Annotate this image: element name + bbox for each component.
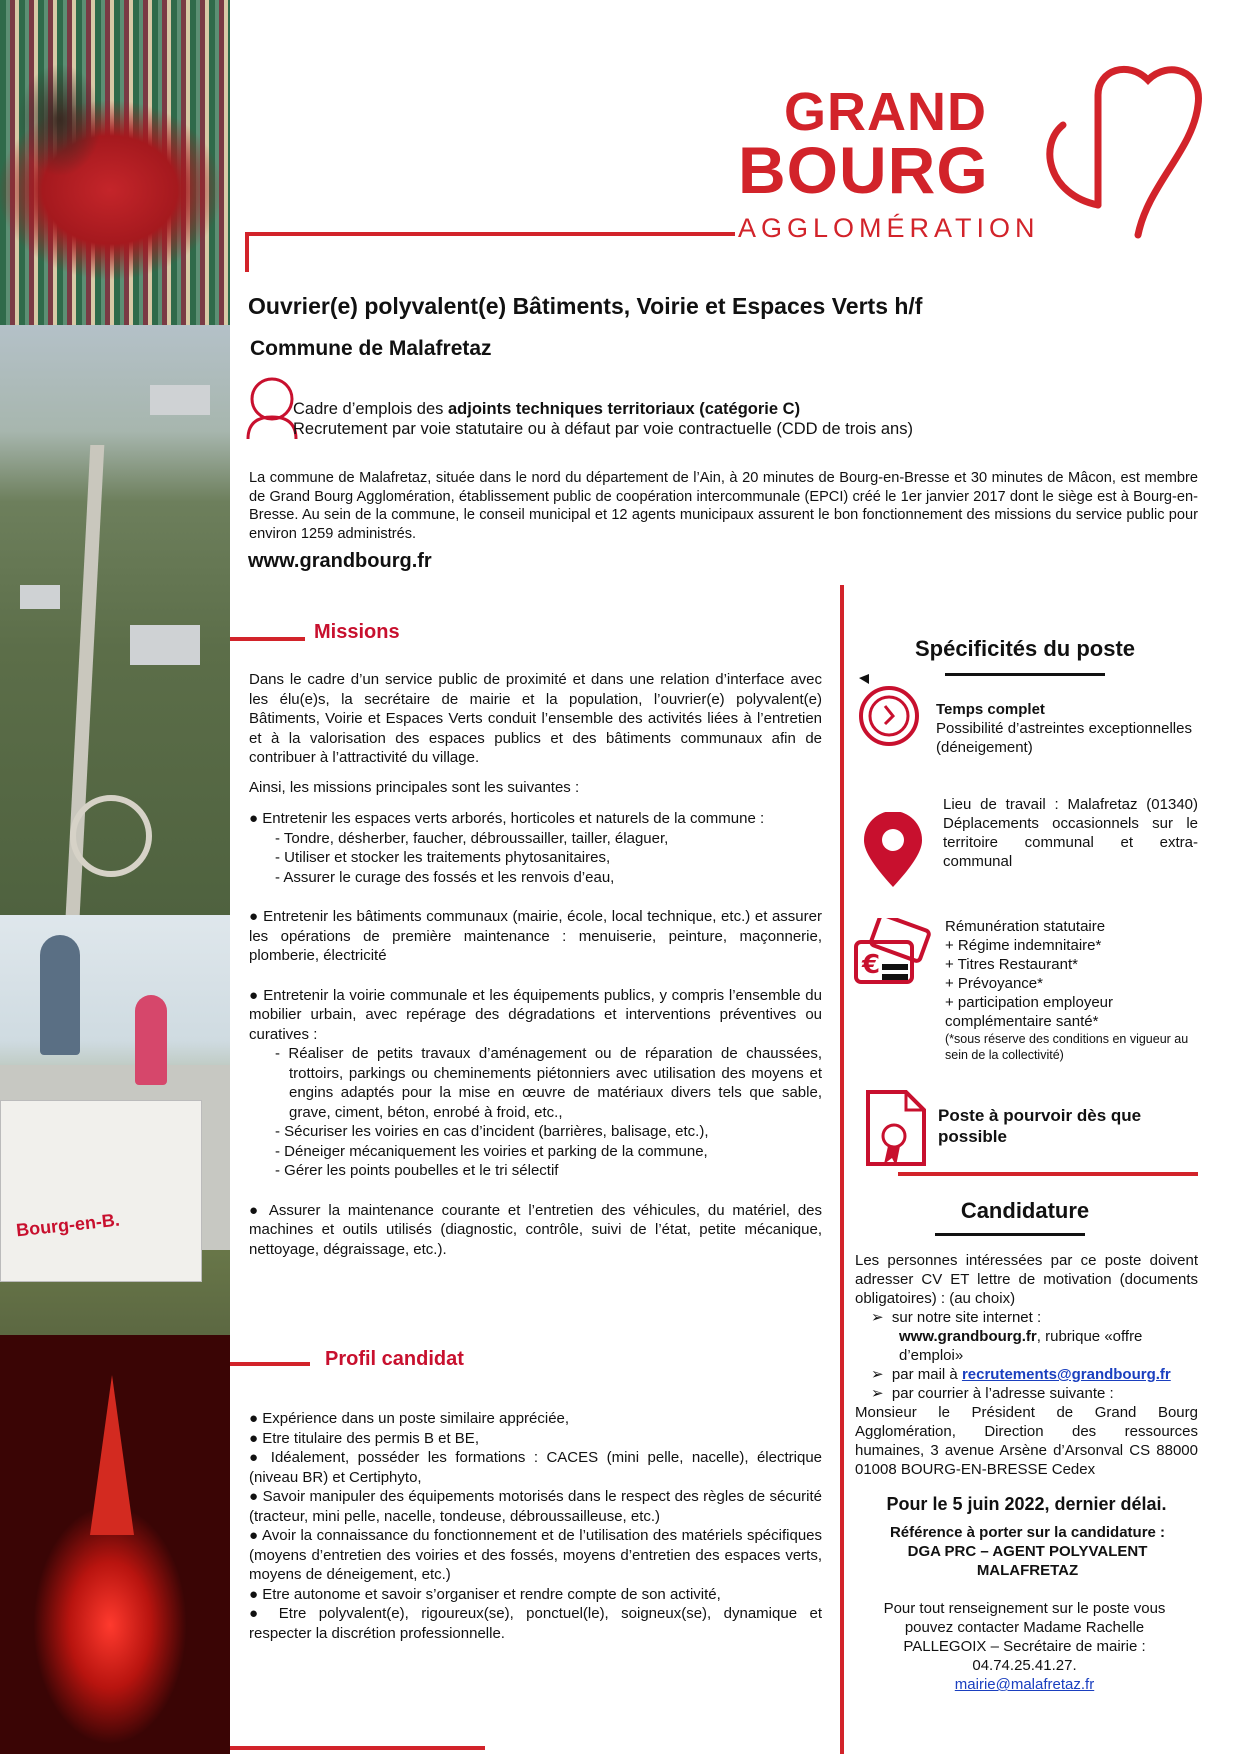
missions-lead: Ainsi, les missions principales sont les suivantes : xyxy=(249,778,580,796)
mission-item-3-sub: - Déneiger mécaniquement les voiries et parking de la commune, xyxy=(275,1142,708,1160)
photo-sign-text: Bourg-en-B. xyxy=(15,1209,121,1241)
mission-item-3-sub: - Gérer les points poubelles et le tri sélectif xyxy=(275,1162,559,1179)
missions-title: Missions xyxy=(314,621,400,643)
certificate-icon xyxy=(862,1088,932,1173)
mission-item-1-sub: - Tondre, désherber, faucher, débroussailler, tailler, élaguer, xyxy=(275,829,669,847)
mission-item-3: ● Entretenir la voirie communale et les équipements publics, y compris l’ensemble du mobilier urbain, avec repérage des dégradations et interventions préventives ou curatives : xyxy=(249,986,822,1043)
missions-body xyxy=(249,670,822,1259)
cadre-line1-bold: adjoints techniques territoriaux (catégorie C) xyxy=(448,400,801,418)
location-pin-icon xyxy=(858,812,928,892)
candidature-option-web xyxy=(855,1308,1198,1365)
temps-complet: Temps complet xyxy=(936,701,1045,718)
profil-item: ● Avoir la connaissance du fonctionnement et de l’utilisation des matériels spécifiques (moyens d’entretien des voiries et des fossés, moyens d’entretien des espaces verts, moyens de déneigement, etc.) xyxy=(249,1527,822,1583)
cadre-line1 xyxy=(293,399,913,419)
cadre-line1-prefix: Cadre d’emplois des xyxy=(293,400,448,418)
profil-title: Profil candidat xyxy=(325,1348,464,1370)
money-icon xyxy=(852,918,932,998)
candidature-block xyxy=(855,1251,1198,1479)
profil-list xyxy=(249,1409,822,1643)
logo-line-bourg: BOURG xyxy=(738,133,989,207)
profil-item: ● Etre titulaire des permis B et BE, xyxy=(249,1429,479,1447)
heart-icon xyxy=(1038,55,1218,255)
mission-item-1-sub: - Utiliser et stocker les traitements phytosanitaires, xyxy=(275,849,611,866)
logo-line-agglo: AGGLOMÉRATION xyxy=(738,213,1040,243)
job-title: Ouvrier(e) polyvalent(e) Bâtiments, Voirie et Espaces Verts h/f xyxy=(248,293,923,319)
column-divider xyxy=(840,585,844,1754)
cadre-line2: Recrutement par voie statutaire ou à défaut par voie contractuelle (CDD de trois ans) xyxy=(293,420,913,438)
cyclists-photo xyxy=(0,915,230,1335)
missions-intro: Dans le cadre d’un service public de proximité et dans une relation d’interface avec les élu(e)s, la secrétaire de mairie et la population, l’ouvrier(e) polyvalent(e) Bâtiments, Voirie et Espaces Verts conduit l’ensemble des activités liées à l’entretien et à la valorisation des espaces publics et des bâtiments communaux afin de contribuer à l’attractivité du village. xyxy=(249,671,822,766)
option-web-url[interactable]: www.grandbourg.fr xyxy=(899,1328,1037,1345)
mission-item-1-sub: - Assurer le curage des fossés et les renvois d’eau, xyxy=(275,868,615,886)
remuneration-block xyxy=(945,917,1195,1063)
reference-label: Référence à porter sur la candidature : xyxy=(889,1524,1166,1541)
footer-rule xyxy=(230,1746,485,1750)
option-post-label: par courrier à l’adresse suivante : xyxy=(891,1385,1114,1402)
remu-note: (*sous réserve des conditions en vigueur au sein de la collectivité) xyxy=(945,1032,1189,1062)
contact-block xyxy=(862,1599,1187,1694)
profil-item: ● Expérience dans un poste similaire appréciée, xyxy=(249,1410,570,1427)
candidature-rule-top xyxy=(898,1172,1198,1176)
arrow-icon: ➢ xyxy=(871,1309,892,1326)
candidature-option-post xyxy=(855,1384,1198,1403)
remu-line: + participation employeur complémentaire santé* xyxy=(945,994,1114,1030)
header-rule-corner xyxy=(245,232,249,272)
profil-item: ● Savoir manipuler des équipements motorisés dans le respect des règles de sécurité (tracteur, mini pelle, nacelle, tondeuse, débroussailleuse, etc.) xyxy=(249,1488,822,1525)
profil-item: ● Etre autonome et savoir s’organiser et rendre compte de son activité, xyxy=(249,1585,721,1603)
aerial-photo xyxy=(0,325,230,915)
option-web-label: sur notre site internet : xyxy=(891,1309,1042,1326)
candidature-title: Candidature xyxy=(960,1198,1090,1223)
header-rule xyxy=(245,232,735,236)
recruitment-email-link[interactable]: recrutements@grandbourg.fr xyxy=(961,1366,1171,1383)
reference-value: DGA PRC – AGENT POLYVALENT MALAFRETAZ xyxy=(907,1543,1148,1579)
remu-line: + Prévoyance* xyxy=(945,975,1043,992)
person-icon xyxy=(240,373,300,443)
specificites-rule xyxy=(945,673,1105,676)
specificites-title: Spécificités du poste xyxy=(914,636,1136,661)
lieu-block: Lieu de travail : Malafretaz (01340) Déplacements occasionnels sur le territoire communal et extra-communal xyxy=(943,796,1198,870)
photo-strip xyxy=(0,0,230,1754)
candidature-intro: Les personnes intéressées par ce poste doivent adresser CV ET lettre de motivation (documents obligatoires) : (au choix) xyxy=(855,1252,1198,1307)
mission-item-1: ● Entretenir les espaces verts arborés, horticoles et naturels de la commune : xyxy=(249,810,765,827)
remu-line: Rémunération statutaire xyxy=(945,918,1106,935)
mission-item-3-sub: - Sécuriser les voiries en cas d’incident (barrières, balisage, etc.), xyxy=(275,1123,709,1140)
profil-rule xyxy=(230,1362,310,1366)
reference-block xyxy=(880,1523,1175,1580)
deadline: Pour le 5 juin 2022, dernier délai. xyxy=(886,1494,1167,1514)
astreintes: Possibilité d’astreintes exceptionnelles (déneigement) xyxy=(936,720,1192,756)
missions-rule xyxy=(230,637,305,641)
postal-address: Monsieur le Président de Grand Bourg Agglomération, Direction des ressources humaines, 3 avenue Arsène d’Arsonval CS 88000 01008 BOURG-EN-BRESSE Cedex xyxy=(855,1404,1198,1478)
commune-name: Commune de Malafretaz xyxy=(250,337,492,360)
mission-item-4: ● Assurer la maintenance courante et l’entretien des véhicules, du matériel, des machines et outils utilisés (diagnostic, contrôle, suivi de l’état, petite mécanique, nettoyage, dégraissage, etc.). xyxy=(249,1201,822,1258)
mission-item-2: ● Entretenir les bâtiments communaux (mairie, école, local technique, etc.) et assurer les opérations de première maintenance : menuiserie, peinture, maçonnerie, plomberie, électricité xyxy=(249,908,822,964)
mairie-email-link[interactable]: mairie@malafretaz.fr xyxy=(954,1676,1095,1693)
clock-icon xyxy=(855,670,925,750)
option-mail-label: par mail à xyxy=(891,1366,962,1383)
contact-text: Pour tout renseignement sur le poste vous pouvez contacter Madame Rachelle PALLEGOIX – Secrétaire de mairie : 04.74.25.41.27. xyxy=(883,1600,1166,1674)
mission-item-3-sub: - Réaliser de petits travaux d’aménagement ou de réparation de chaussées, trottoirs, parkings ou cheminements piétonniers avec utilisation des moyens et engins adaptés pour la mise en œuvre de matériaux divers tels que sable, grave, ciment, béton, enrobé à froid, etc., xyxy=(275,1045,822,1121)
option-web-suffix: , rubrique «offre d’emploi» xyxy=(899,1328,1143,1364)
logo-line-grand: GRAND xyxy=(784,82,987,142)
poste-block: Poste à pourvoir dès que possible xyxy=(938,1106,1142,1146)
temps-block xyxy=(936,700,1201,757)
arrow-icon: ➢ xyxy=(871,1366,892,1383)
website-link[interactable]: www.grandbourg.fr xyxy=(248,550,432,572)
intro-paragraph: La commune de Malafretaz, située dans le nord du département de l’Ain, à 20 minutes de Bourg-en-Bresse et 30 minutes de Mâcon, est membre de Grand Bourg Agglomération, établissement public de coopération intercommunale (EPCI) créé le 1er janvier 2017 dont le siège est à Bourg-en-Bresse. Au sein de la commune, le conseil municipal et 12 agents municipaux assurent le bon fonctionnement des missions du service public pour environ 1259 administrés. xyxy=(249,470,1198,542)
cadre-block xyxy=(293,399,913,439)
remu-line: + Titres Restaurant* xyxy=(945,956,1078,973)
grand-bourg-logo xyxy=(738,55,1218,255)
remu-line: + Régime indemnitaire* xyxy=(945,937,1102,954)
candidature-option-mail xyxy=(855,1365,1198,1384)
profil-item: ● Etre polyvalent(e), rigoureux(se), ponctuel(le), soigneux(se), dynamique et respecter la discrétion professionnelle. xyxy=(249,1605,822,1642)
church-photo xyxy=(0,1335,230,1754)
arrow-icon: ➢ xyxy=(871,1385,892,1402)
candidature-rule xyxy=(935,1233,1085,1236)
library-photo xyxy=(0,0,230,325)
profil-item: ● Idéalement, posséder les formations : CACES (mini pelle, nacelle), électrique (niveau BR) et Certiphyto, xyxy=(249,1449,822,1486)
svg-text:€: € xyxy=(862,950,881,980)
